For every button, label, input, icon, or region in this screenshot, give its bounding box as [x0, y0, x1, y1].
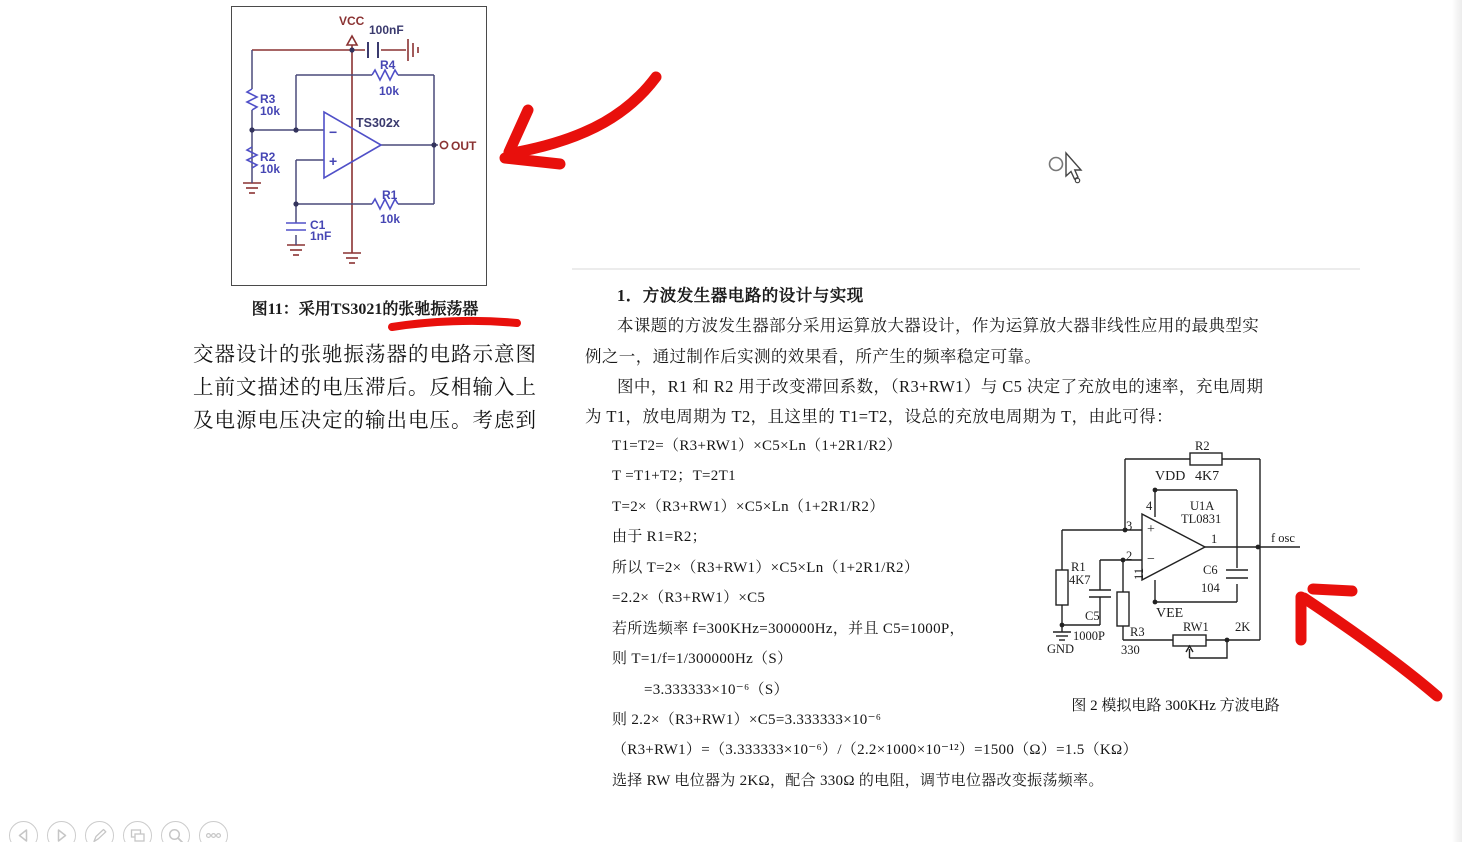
fig2-pin3-label: 3 [1126, 519, 1133, 533]
fig11-minus-input: − [329, 124, 338, 140]
paragraph-line: 本课题的方波发生器部分采用运算放大器设计，作为运算放大器非线性应用的最典型实 [617, 316, 1260, 335]
paragraph-line: 例之一，通过制作后实测的效果看，所产生的频率稳定可靠。 [585, 347, 1042, 366]
formula-line: 所以 T=2×（R3+RW1）×C5×Ln（1+2R1/R2） [612, 559, 920, 576]
fig2-r3-value: 330 [1121, 643, 1140, 657]
fig2-c5-label: C5 [1085, 609, 1100, 623]
formula-line: 若所选频率 f=300KHz=300000Hz，并且 C5=1000P， [612, 620, 965, 637]
formula-line: T1=T2=（R3+RW1）×C5×Ln（1+2R1/R2） [612, 438, 902, 454]
fig2-vee-label: VEE [1156, 606, 1184, 621]
fig11-bypass-cap-label: 100nF [369, 23, 404, 37]
fig2-fosc-label: f osc [1271, 531, 1295, 545]
previous-icon [10, 822, 37, 842]
fig2-pin11-label: 11 [1132, 567, 1146, 580]
fig2-r1-label: R1 [1071, 560, 1086, 574]
pen-button[interactable] [85, 821, 114, 842]
figure11-caption: 图11：采用TS3021的张驰振荡器 [251, 301, 479, 318]
fig2-pin1-label: 1 [1211, 532, 1218, 546]
formula-line: 由于 R1=R2； [612, 529, 707, 546]
screenshot-button[interactable] [123, 821, 152, 842]
fig2-r1-value: 4K7 [1069, 573, 1091, 587]
formula-line: 则 2.2×（R3+RW1）×C5=3.333333×10⁻⁶ [612, 711, 882, 728]
fig2-c6-value: 104 [1201, 581, 1220, 595]
zoom-icon [162, 822, 189, 842]
fig11-out-label: OUT [451, 139, 477, 153]
fig11-r1-label: R1 [382, 188, 398, 202]
mouse-cursor [1040, 145, 1090, 190]
figure11-circuit-drawing [232, 7, 486, 285]
fig11-c1-value: 1nF [310, 229, 332, 243]
figure11-schematic [231, 6, 487, 286]
figure2-caption: 图 2 模拟电路 300KHz 方波电路 [1071, 698, 1280, 714]
fig2-minus-input: − [1147, 552, 1155, 567]
fig2-r2-value: 4K7 [1195, 469, 1220, 484]
cursor-busy-ring [1050, 158, 1063, 171]
red-arrow-right [1301, 589, 1437, 696]
fig11-r2-label: R2 [260, 150, 276, 164]
fig11-r4-value: 10k [379, 84, 400, 98]
fig2-pin4-label: 4 [1146, 499, 1153, 513]
fig2-r3-label: R3 [1130, 625, 1145, 639]
red-underline [392, 321, 517, 327]
figure2-schematic [1045, 432, 1315, 690]
fig11-r3-value: 10k [260, 104, 281, 118]
fig2-c5-value: 1000P [1073, 629, 1105, 643]
left-text-line: 上前文描述的电压滞后。反相输入上 [193, 377, 537, 399]
formula-line: =3.333333×10⁻⁶（S） [644, 681, 789, 698]
left-text-line: 交器设计的张驰振荡器的电路示意图 [193, 344, 537, 366]
cursor-badge [1075, 178, 1079, 182]
previous-button[interactable] [9, 821, 38, 842]
left-text-line: 及电源电压决定的输出电压。考虑到 [193, 410, 537, 432]
fig2-u1a-label: U1A [1190, 499, 1215, 513]
fig2-pin2-label: 2 [1126, 549, 1133, 563]
more-button[interactable] [199, 821, 228, 842]
section-heading: 1．方波发生器电路的设计与实现 [617, 286, 864, 305]
fig11-r2-value: 10k [260, 162, 281, 176]
fig11-vcc-label: VCC [339, 14, 365, 28]
fig2-c6-label: C6 [1203, 563, 1218, 577]
fig11-plus-input: + [329, 153, 338, 169]
fig2-plus-input: + [1147, 522, 1155, 537]
next-button[interactable] [47, 821, 76, 842]
formula-line: =2.2×（R3+RW1）×C5 [612, 590, 766, 607]
paragraph-line: 为 T1，放电周期为 T2，且这里的 T1=T2，设总的充放电周期为 T，由此可得： [585, 407, 1173, 426]
fig11-r1-value: 10k [380, 212, 401, 226]
next-icon [48, 822, 75, 842]
fig2-gnd-label: GND [1047, 642, 1075, 656]
screenshot-icon [124, 822, 151, 842]
fig2-rw1-value: 2K [1235, 620, 1251, 634]
fig2-vdd-label: VDD [1155, 469, 1186, 484]
fig11-opamp-label: TS302x [356, 116, 400, 130]
fig11-r4-label: R4 [380, 58, 396, 72]
fig2-ic-label: TL0831 [1181, 512, 1222, 526]
more-icon [200, 822, 227, 842]
fig2-rw1-label: RW1 [1183, 620, 1209, 634]
fig11-r3-label: R3 [260, 92, 276, 106]
fig11-c1-label: C1 [310, 218, 326, 232]
page-divider-line [572, 268, 1360, 270]
formula-line: 选择 RW 电位器为 2KΩ，配合 330Ω 的电阻，调节电位器改变振荡频率。 [612, 772, 1104, 789]
paragraph-line: 图中，R1 和 R2 用于改变滞回系数，（R3+RW1）与 C5 决定了充放电的速率，充电周期 [617, 377, 1264, 396]
formula-line: T=2×（R3+RW1）×C5×Ln（1+2R1/R2） [612, 498, 885, 515]
formula-line: （R3+RW1）=（3.333333×10⁻⁶）/（2.2×1000×10⁻¹²）=1500（Ω）=1.5（KΩ） [612, 742, 1138, 759]
page-right-edge [1452, 0, 1462, 842]
red-arrow-left [505, 77, 656, 164]
formula-line: 则 T=1/f=1/300000Hz（S） [612, 651, 793, 668]
fig2-r2-label: R2 [1195, 439, 1210, 453]
pen-icon [86, 822, 113, 842]
cursor-arrow [1066, 153, 1081, 179]
formula-line: T =T1+T2；T=2T1 [612, 468, 736, 485]
zoom-button[interactable] [161, 821, 190, 842]
